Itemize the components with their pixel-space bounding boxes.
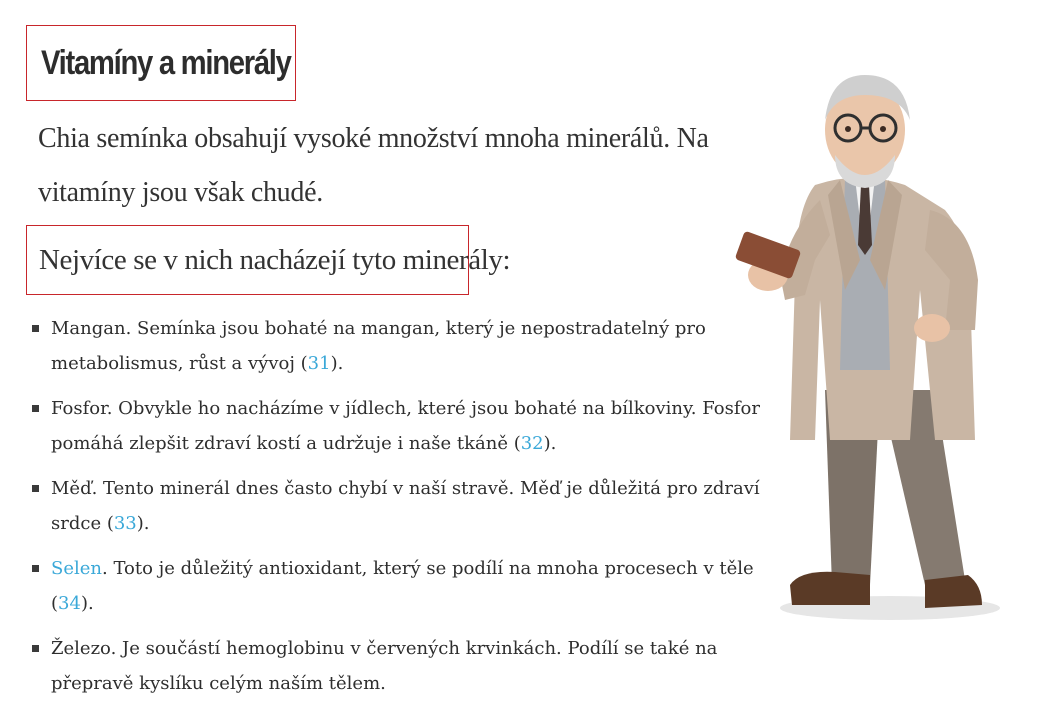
list-item [30,391,770,461]
page-title: Vitamíny a minerály [41,43,291,82]
intro-paragraph: Chia semínka obsahují vysoké množství mnoha minerálů. Na vitamíny jsou však chudé. [38,123,709,208]
reference-link[interactable]: 32 [520,433,544,454]
item-tail: ). [543,433,557,454]
item-text: Mangan. Semínka jsou bohaté na mangan, který je nepostradatelný pro metabolismus, růst a vývoj ( [51,318,706,374]
minerals-list [30,311,770,711]
item-tail: ). [80,593,94,614]
reference-link[interactable]: 34 [58,593,81,614]
item-text: Železo. Je součástí hemoglobinu v červených krvinkách. Podílí se také na přepravě kyslíku celým naším tělem. [51,638,718,694]
subheading-frame [26,225,511,295]
item-tail: ). [136,513,150,534]
list-item [30,311,770,381]
item-text: . Toto je důležitý antioxidant, který se podílí na mnoha procesech v těle ( [51,558,754,614]
reference-link[interactable]: 31 [307,353,331,374]
list-item [30,471,770,541]
bullet-icon [32,565,39,572]
section-subheading: Nejvíce se v nich nacházejí tyto minerály: [39,243,511,276]
bullet-icon [32,485,39,492]
bullet-icon [32,325,39,332]
reference-link[interactable]: 33 [113,513,137,534]
professor-illustration [720,60,1020,630]
item-text: Měď. Tento minerál dnes často chybí v naší stravě. Měď je důležitá pro zdraví srdce ( [51,478,760,534]
selen-link[interactable]: Selen [51,558,102,579]
list-item [30,551,770,621]
bullet-icon [32,645,39,652]
list-item [30,631,770,701]
heading-frame [26,25,296,101]
bullet-icon [32,405,39,412]
item-tail: ). [330,353,344,374]
item-text: Fosfor. Obvykle ho nacházíme v jídlech, které jsou bohaté na bílkoviny. Fosfor pomáhá zlepšit zdraví kostí a udržuje i naše tkáně ( [51,398,760,454]
